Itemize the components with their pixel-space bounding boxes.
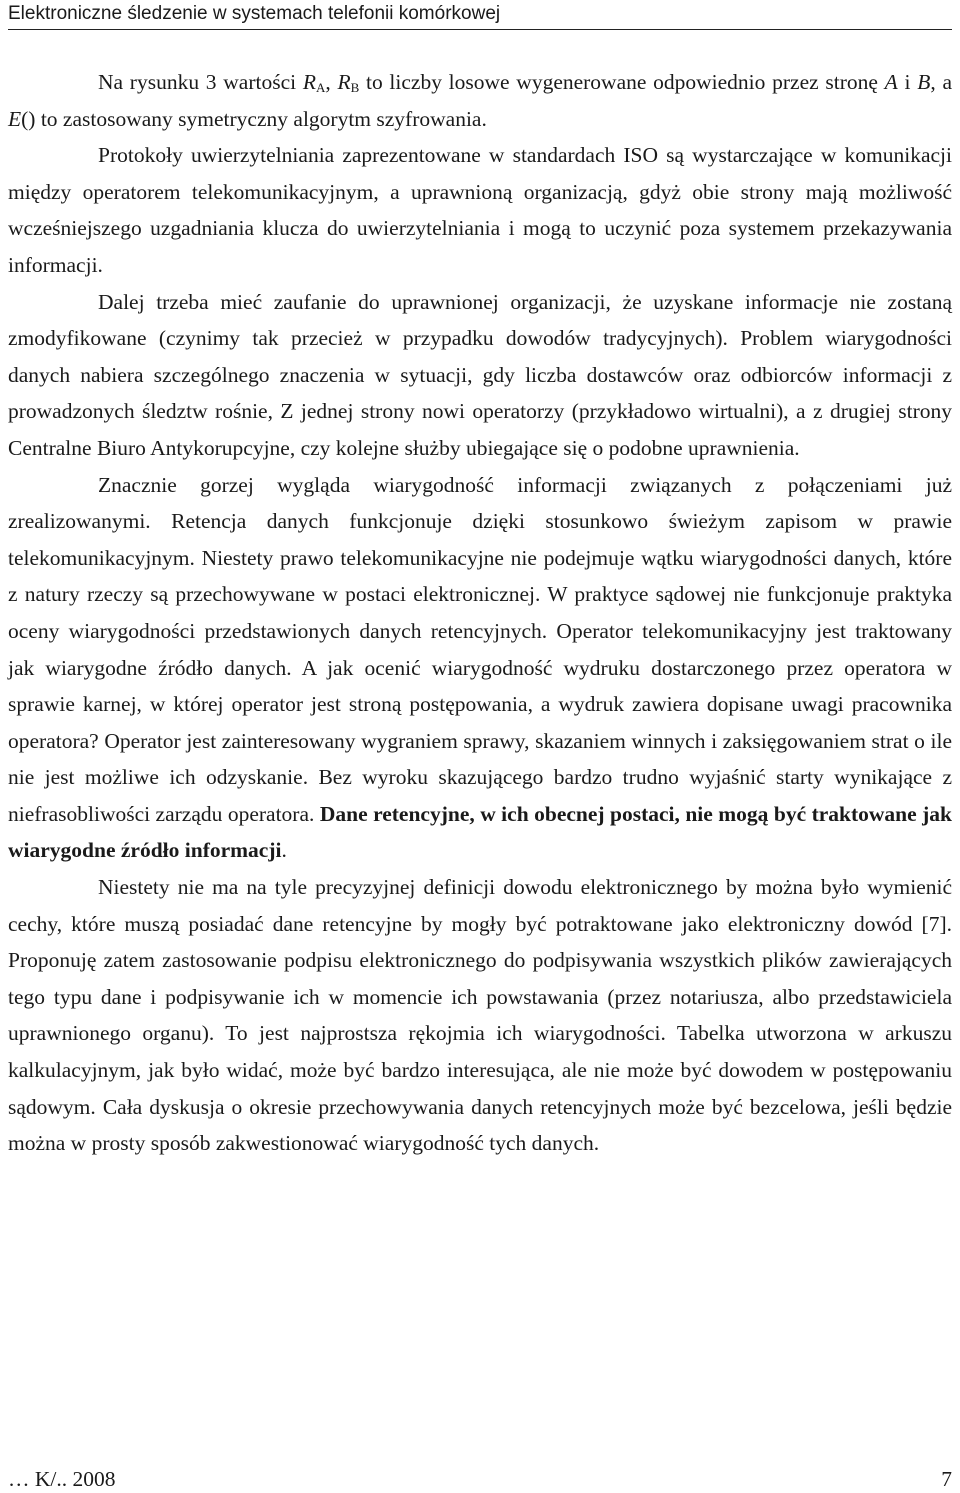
- running-header-title: Elektroniczne śledzenie w systemach telefonii komórkowej: [8, 3, 501, 24]
- text-run: i: [897, 70, 918, 94]
- subscript-a: A: [315, 80, 326, 95]
- symbol-a: A: [884, 70, 898, 94]
- paragraph-retention-credibility: [8, 467, 952, 870]
- text-run: () to zastosowany symetryczny algorytm szyfrowania.: [21, 106, 487, 131]
- symbol-b: B: [917, 70, 931, 94]
- symbol-e: E: [8, 106, 22, 131]
- text-run: Znacznie gorzej wygląda wiarygodność informacji związanych z połączeniami już zrealizowanymi. Retencja danych funkcjonuje dzięki stosunkowo świeżym zapisom w prawie telekomunikacyjnym. Niestety prawo telekomunikacyjne nie podejmuje wątku wiarygodności danych, które z natury rzeczy są przechowywane w postaci elektronicznej. W praktyce sądowej nie funkcjonuje praktyka oceny wiarygodności przedstawionych danych retencyjnych. Operator telekomunikacyjny jest traktowany jak wiarygodne źródło danych. A jak ocenić wiarygodność wydruku dostarczonego przez operatora w sprawie karnej, w której operator jest stroną postępowania, a wydruk zawiera dopisane uwagi pracownika operatora? Operator jest zainteresowany wygraniem sprawy, skazaniem winnych i zaksięgowaniem strat o ile nie jest możliwe ich odzyskanie. Bez wyroku skazującego bardzo trudno wyjaśnić starty wynikające z niefrasobliwości zarządu operatora.: [8, 472, 952, 826]
- paragraph-iso-protocols: Protokoły uwierzytelniania zaprezentowane w standardach ISO są wystarczające w komunikacji między operatorem telekomunikacyjnym, a uprawnioną organizacją, gdyż obie strony mają możliwość wcześniejszego uzgadniania klucza do uwierzytelniania i mogą to uczynić poza systemem przekazywania informacji.: [8, 143, 952, 277]
- text-run: Na rysunku 3 wartości: [98, 70, 303, 94]
- bold-conclusion: Dane retencyjne, w ich obecnej postaci, nie mogą być traktowane jak wiarygodne źródło informacji: [8, 801, 952, 863]
- text-run: to liczby losowe wygenerowane odpowiednio przez stronę: [359, 70, 885, 94]
- paragraph-electronic-signature: Niestety nie ma na tyle precyzyjnej definicji dowodu elektronicznego by można było wymienić cechy, które muszą posiadać dane retencyjne by mogły być potraktowane jako elektroniczny dowód [7]. Proponuję zatem zastosowanie podpisu elektronicznego do podpisywania wszystkich plików zawierających tego typu dane i podpisywanie ich w momencie ich powstawania (przez notariusza, albo przedstawiciela uprawnionego organu). To jest najprostsza rękojmia ich wiarygodności. Tabelka utworzona w arkuszu kalkulacyjnym, jak było widać, może być bardzo interesująca, ale nie może być dowodem w postępowaniu sądowym. Cała dyskusja o okresie przechowywania danych retencyjnych może być bezcelowa, jeśli będzie można w prosty sposób zakwestionować wiarygodność tych danych.: [8, 875, 952, 1156]
- symbol-r-a: R: [302, 70, 316, 94]
- text-run: , a: [930, 70, 952, 94]
- page-footer: [8, 1466, 952, 1492]
- text-run: .: [281, 838, 287, 863]
- text-run: ,: [325, 70, 338, 94]
- paragraph-trust: Dalej trzeba mieć zaufanie do uprawnionej organizacji, że uzyskane informacje nie zostaną zmodyfikowane (czynimy tak przecież w przypadku dowodów tradycyjnych). Problem wiarygodności danych nabiera szczególnego znaczenia w sytuacji, gdy liczba dostawców oraz odbiorców informacji z prowadzonych śledztw rośnie, Z jednej strony nowi operatorzy (przykładowo wirtualni), a z drugiej strony Centralne Biuro Antykorupcyjne, czy kolejne służby ubiegające się o podobne uprawnienia.: [8, 289, 952, 460]
- paragraph-figure-description: [8, 64, 952, 137]
- page-number: 7: [941, 1467, 952, 1491]
- running-header: [8, 2, 952, 30]
- symbol-r-b: R: [337, 70, 351, 94]
- footer-issue: … K/.. 2008: [8, 1467, 116, 1491]
- subscript-b: B: [350, 80, 360, 95]
- body-text: [8, 64, 952, 1162]
